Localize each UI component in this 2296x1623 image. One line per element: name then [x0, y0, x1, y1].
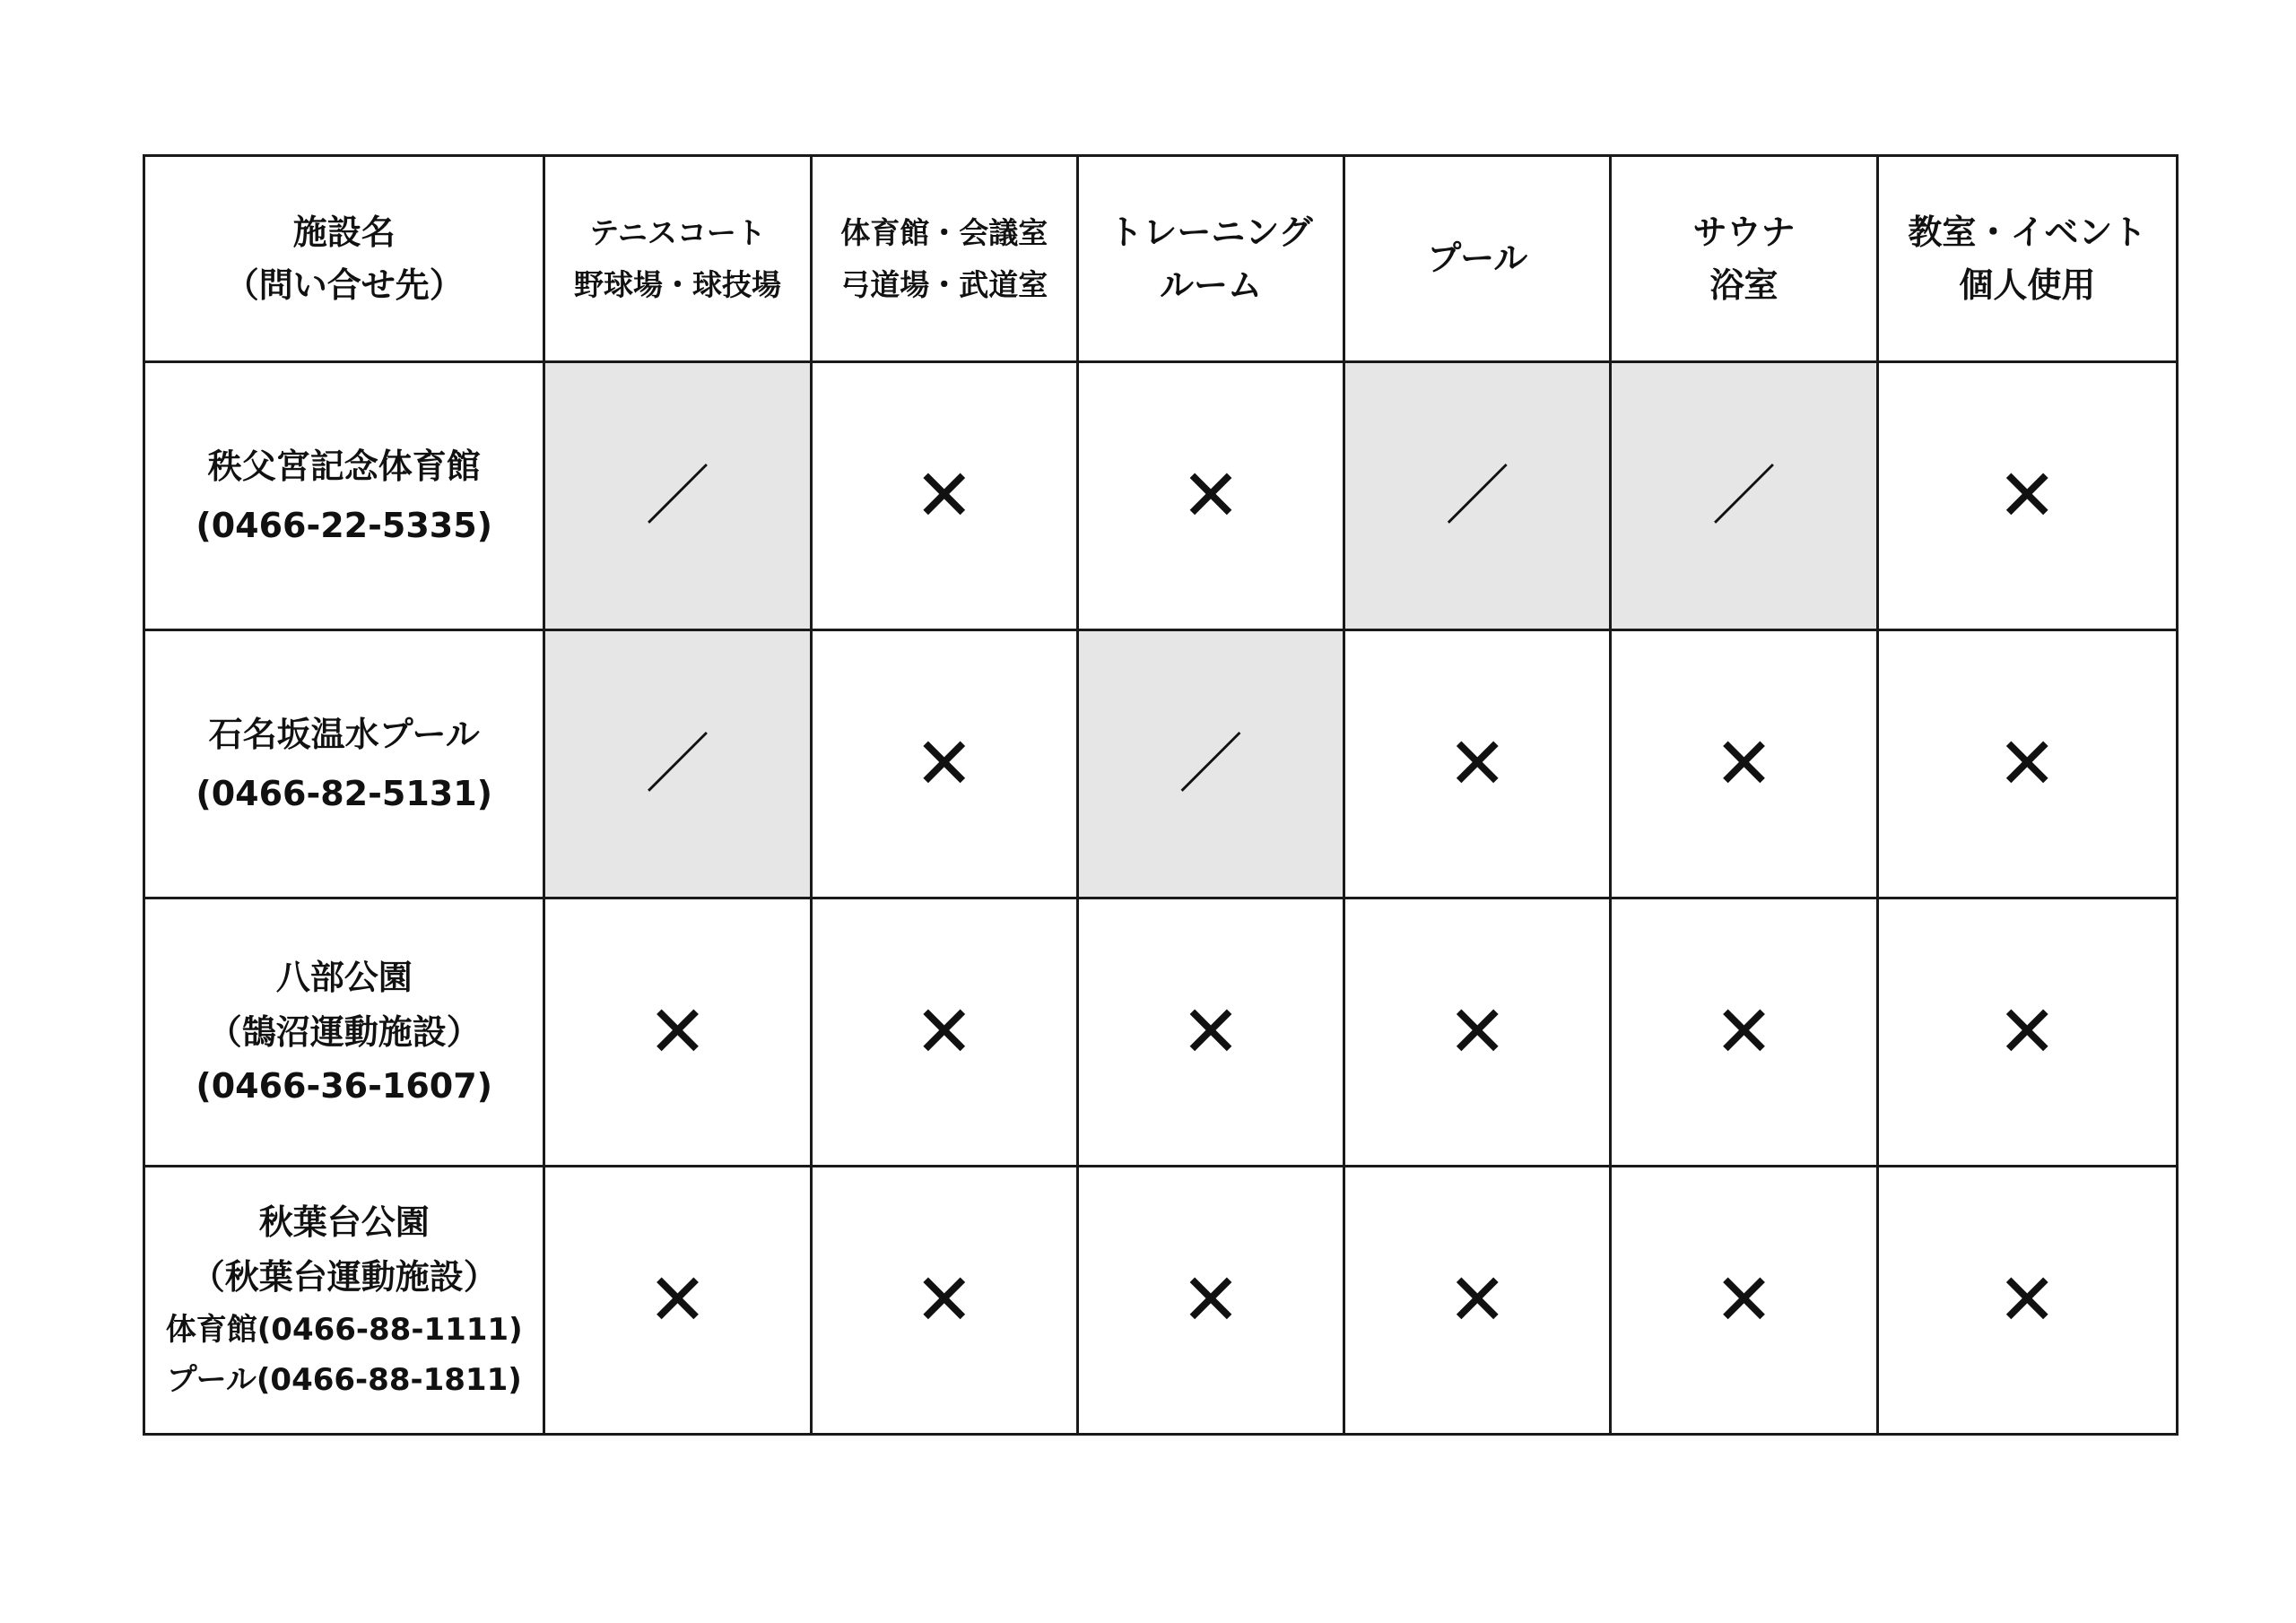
- unavailable-x-mark: ✕: [1447, 1258, 1508, 1341]
- facility-name-cell: [144, 362, 544, 630]
- facility-name-cell: [144, 630, 544, 898]
- header-label-line: テニスコート: [589, 214, 766, 250]
- table-row: [144, 1167, 2178, 1435]
- status-cell: [811, 1167, 1077, 1435]
- unavailable-x-mark: ✕: [1180, 990, 1241, 1073]
- unavailable-x-mark: ✕: [648, 990, 709, 1073]
- unavailable-x-mark: ✕: [1447, 722, 1508, 805]
- header-training-room: [1077, 156, 1344, 362]
- status-cell: [544, 630, 811, 898]
- status-cell: [1077, 362, 1344, 630]
- header-contact-label: （問い合せ先）: [224, 265, 464, 305]
- status-cell: [1611, 898, 1877, 1167]
- facility-name: 秋葉台公園: [258, 1202, 430, 1243]
- status-cell: [1877, 1167, 2177, 1435]
- unavailable-x-mark: ✕: [1180, 1258, 1241, 1341]
- unavailable-x-mark: ✕: [1714, 990, 1775, 1073]
- unavailable-x-mark: ✕: [1714, 722, 1775, 805]
- header-label-line: 弓道場・武道室: [840, 266, 1048, 302]
- not-applicable-mark: ／: [1711, 458, 1777, 534]
- status-cell: [1344, 362, 1611, 630]
- status-cell: [1344, 898, 1611, 1167]
- facility-name-cell: [144, 898, 544, 1167]
- status-cell: [811, 630, 1077, 898]
- header-label-line: 野球場・球技場: [574, 266, 782, 302]
- header-label-line: ルーム: [1160, 265, 1263, 305]
- unavailable-x-mark: ✕: [1996, 1258, 2057, 1341]
- header-name-label: 施設名: [292, 212, 396, 252]
- status-cell: [1077, 630, 1344, 898]
- header-label-line: 教室・イベント: [1908, 212, 2147, 252]
- unavailable-x-mark: ✕: [1447, 990, 1508, 1073]
- status-cell: [1077, 898, 1344, 1167]
- facility-name-cell: [144, 1167, 544, 1435]
- table-row: [144, 362, 2178, 630]
- facility-name: 石名坂温水プール: [208, 714, 480, 754]
- status-cell: [1611, 362, 1877, 630]
- header-class-event: [1877, 156, 2177, 362]
- table-row: [144, 898, 2178, 1167]
- header-label-line: プール: [1427, 239, 1528, 279]
- header-gym-meeting: [811, 156, 1077, 362]
- status-cell: [811, 362, 1077, 630]
- unavailable-x-mark: ✕: [1714, 1258, 1775, 1341]
- unavailable-x-mark: ✕: [1996, 454, 2057, 537]
- facility-phone: (0466-82-5131): [196, 774, 493, 813]
- unavailable-x-mark: ✕: [914, 1258, 975, 1341]
- unavailable-x-mark: ✕: [914, 990, 975, 1073]
- unavailable-x-mark: ✕: [1180, 454, 1241, 537]
- facility-name: 秩父宮記念体育館: [207, 446, 481, 486]
- header-label-line: 体育館・会議室: [840, 214, 1048, 250]
- status-cell: [1877, 362, 2177, 630]
- facility-subname: （秋葉台運動施設）: [190, 1256, 498, 1297]
- header-label-line: 浴室: [1709, 265, 1779, 305]
- header-facility-name: [144, 156, 544, 362]
- facility-phone: (0466-22-5335): [196, 506, 493, 545]
- facility-availability-table: [143, 154, 2179, 1436]
- not-applicable-mark: ／: [1178, 726, 1244, 802]
- facility-phone: (0466-36-1607): [196, 1066, 493, 1107]
- status-cell: [1877, 630, 2177, 898]
- facility-phone-gym: 体育館(0466-88-1111): [165, 1311, 523, 1348]
- header-label-line: トレーニング: [1109, 212, 1313, 252]
- status-cell: [1611, 630, 1877, 898]
- unavailable-x-mark: ✕: [1996, 990, 2057, 1073]
- status-cell: [544, 1167, 811, 1435]
- unavailable-x-mark: ✕: [914, 454, 975, 537]
- table-row: [144, 630, 2178, 898]
- not-applicable-mark: ／: [1445, 458, 1510, 534]
- facility-subname: （鵠沼運動施設）: [207, 1011, 481, 1052]
- header-pool: [1344, 156, 1611, 362]
- status-cell: [1611, 1167, 1877, 1435]
- unavailable-x-mark: ✕: [914, 722, 975, 805]
- status-cell: [544, 362, 811, 630]
- header-tennis-baseball: [544, 156, 811, 362]
- header-label-line: 個人使用: [1959, 265, 2096, 305]
- header-sauna-bath: [1611, 156, 1877, 362]
- status-cell: [544, 898, 811, 1167]
- header-label-line: サウナ: [1692, 212, 1796, 252]
- status-cell: [1877, 898, 2177, 1167]
- status-cell: [1344, 630, 1611, 898]
- not-applicable-mark: ／: [645, 458, 710, 534]
- facility-phone-pool: プール(0466-88-1811): [166, 1361, 522, 1398]
- status-cell: [1344, 1167, 1611, 1435]
- unavailable-x-mark: ✕: [1996, 722, 2057, 805]
- unavailable-x-mark: ✕: [648, 1258, 709, 1341]
- status-cell: [811, 898, 1077, 1167]
- facility-name: 八部公園: [275, 957, 413, 997]
- not-applicable-mark: ／: [645, 726, 710, 802]
- status-cell: [1077, 1167, 1344, 1435]
- header-row: [144, 156, 2178, 362]
